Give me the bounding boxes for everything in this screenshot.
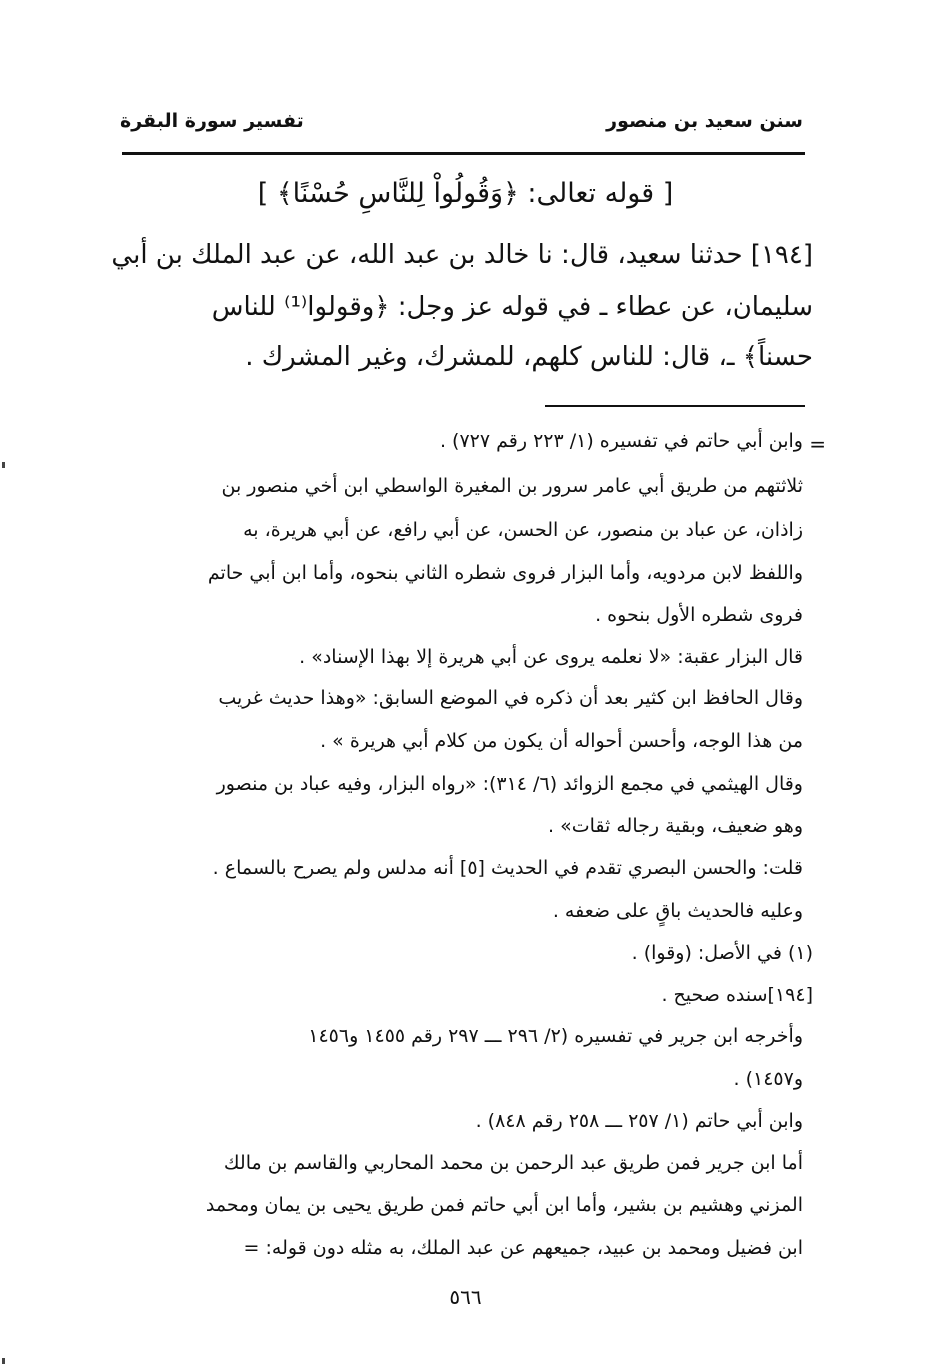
header-rule (122, 152, 805, 155)
footnote-line: واللفظ لابن مردويه، وأما البزار فروى شطره الثاني بنحوه، وأما ابن أبي حاتم (207, 562, 803, 584)
footnote-rule (545, 405, 805, 407)
footnote-line: المزني وهشيم بن بشير، وأما ابن أبي حاتم فمن طريق يحيى بن يمان ومحمد (205, 1194, 803, 1216)
hadith-line-3: حسناً﴾ ـ، قال: للناس كلهم، للمشرك، وغير المشرك . (245, 342, 813, 372)
footnote-line: وابن أبي حاتم في تفسيره (١/ ٢٢٣ رقم ٧٢٧) . (439, 430, 803, 452)
footnote-line: أما ابن جرير فمن طريق عبد الرحمن بن محمد المحاربي والقاسم بن مالك (223, 1152, 803, 1174)
footnote-line: [١٩٤]سنده صحيح . (661, 984, 813, 1006)
footnote-line: وأخرجه ابن جرير في تفسيره (٢/ ٢٩٦ ـــ ٢٩٧ رقم ١٤٥٥ و١٤٥٦ (308, 1025, 803, 1047)
footnote-line: فروى شطره الأول بنحوه . (595, 604, 803, 626)
scan-artifact (2, 1358, 5, 1364)
footnote-line: وقال الحافظ ابن كثير بعد أن ذكره في الموضع السابق: «وهذا حديث غريب (218, 687, 803, 709)
page-number: ٥٦٦ (449, 1285, 482, 1309)
section-title: [ قوله تعالى: ﴿وَقُولُواْ لِلنَّاسِ حُسْنًا﴾ ] (257, 178, 674, 209)
running-header-book-title: سنن سعيد بن منصور (606, 110, 803, 132)
footnote-line: وهو ضعيف، وبقية رجاله ثقات» . (548, 815, 803, 837)
footnote-line: وعليه فالحديث باقٍ على ضعفه . (552, 900, 803, 922)
footnote-line: زاذان، عن عباد بن منصور، عن الحسن، عن أبي رافع، عن أبي هريرة، به (243, 519, 803, 541)
footnote-line: ابن فضيل ومحمد بن عبيد، جميعهم عن عبد الملك، به مثله دون قوله: = (243, 1237, 803, 1259)
footnote-line: و١٤٥٧) . (733, 1068, 803, 1090)
footnote-line: وابن أبي حاتم (١/ ٢٥٧ ـــ ٢٥٨ رقم ٨٤٨) . (475, 1110, 803, 1132)
running-header-section: تفسير سورة البقرة (120, 110, 304, 132)
footnote-line: (١) في الأصل: (وقوا) . (631, 942, 813, 964)
footnote-line: وقال الهيثمي في مجمع الزوائد (٦/ ٣١٤): «رواه البزار، وفيه عباد بن منصور (216, 773, 803, 795)
footnote-line: ثلاثتهم من طريق أبي عامر سرور بن المغيرة الواسطي ابن أخي منصور بن (221, 475, 803, 497)
footnote-line: من هذا الوجه، وأحسن أحواله أن يكون من كلام أبي هريرة » . (320, 730, 803, 752)
scan-artifact (2, 462, 5, 468)
hadith-line-1: [١٩٤] حدثنا سعيد، قال: نا خالد بن عبد الله، عن عبد الملك بن أبي (111, 240, 813, 270)
footnote-line: قال البزار عقبة: «لا نعلمه يروى عن أبي هريرة إلا بهذا الإسناد» . (299, 646, 803, 668)
hadith-line-2: سليمان، عن عطاء ـ في قوله عز وجل: ﴿وقولوا⁽¹⁾ للناس (211, 292, 813, 322)
continuation-mark: = (809, 432, 826, 456)
footnote-line: قلت: والحسن البصري تقدم في الحديث [٥] أنه مدلس ولم يصرح بالسماع . (212, 857, 803, 879)
